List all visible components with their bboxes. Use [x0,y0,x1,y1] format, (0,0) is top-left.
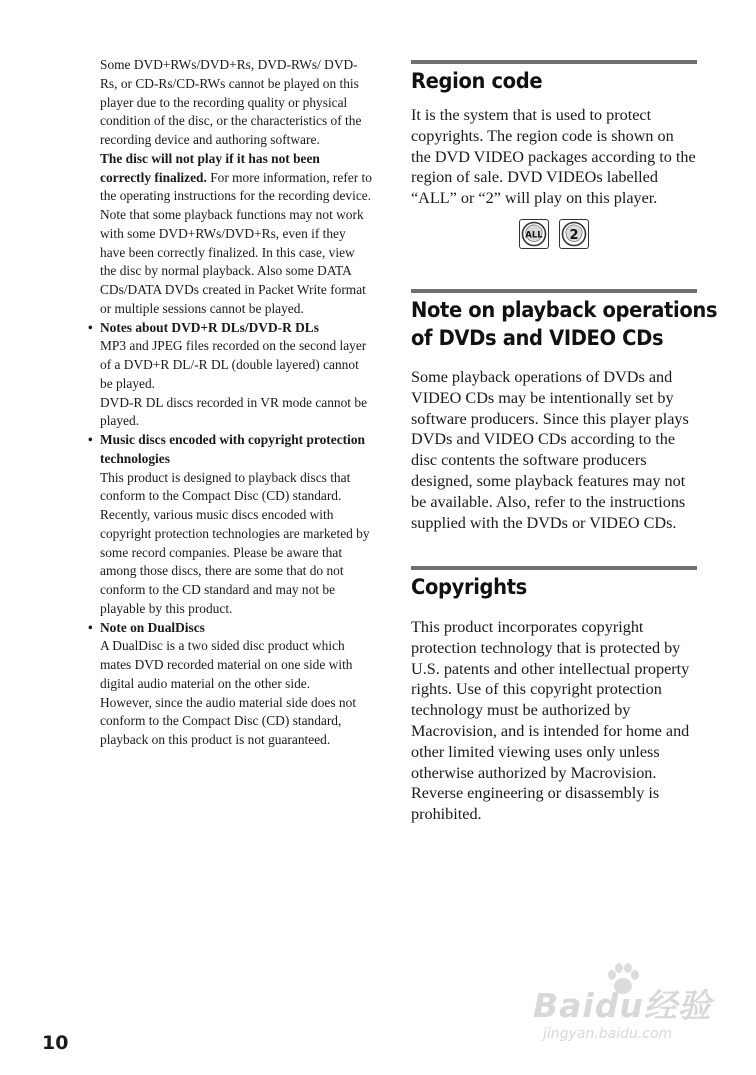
paragraph-finalized [100,150,374,319]
region-code-body: It is the system that is used to protect copyrights. The region code is shown on the DVD VIDEO packages according to the region of sale. DVD VIDEOs labelled “ALL” or “2” will play on this player. [411,106,696,208]
list-item-text: A DualDisc is a two sided disc product which mates DVD recorded material on one side with digital audio material on the other side. [100,638,353,691]
list-item-copy-protected-discs [100,431,374,619]
region-2-icon [559,219,589,249]
section-title-copyrights: Copyrights [411,575,527,599]
section-title-playback-line1: Note on playback operations [411,298,718,322]
list-item-text: DVD-R DL discs recorded in VR mode cannot be played. [100,394,368,429]
section-playback-notes [411,289,718,533]
list-item-text: MP3 and JPEG files recorded on the second layer of a DVD+R DL/-R DL (double layered) cannot be played. [100,338,367,391]
list-item-dl-discs [100,319,374,432]
list-item-heading: Music discs encoded with copyright protection technologies [100,432,365,466]
left-column [100,56,374,750]
region-icons [411,219,697,249]
list-item-text: This product is designed to playback discs that conform to the Compact Disc (CD) standard. [100,469,351,504]
finalized-details: For more information, refer to the operating instructions for the recording device. Note that some playback functions may not work with some DVD+RWs/DVD+Rs, even if they have been correctly finalized. In this case, view the disc by normal playback. Also some DATA CDs/DATA DVDs created in Packet Write format or multiple sessions cannot be played. [100,169,372,316]
copyrights-body: This product incorporates copyright protection technology that is protected by U.S. patents and other intellectual property rights. Use of this copyright protection technology must be authorized by Macrovision, and is intended for home and other limited viewing uses only unless otherwise authorized by Macrovision. Reverse engineering or disassembly is prohibited. [411,618,690,824]
section-title-region-code: Region code [411,69,543,93]
paragraph-unplayable-discs: Some DVD+RWs/DVD+Rs, DVD-RWs/ DVD-Rs, or CD-Rs/CD-RWs cannot be played on this player due to the recording quality or physical condition of the disc, or the characteristics of the recording device and authoring software. [100,57,362,147]
list-item-text: Recently, various music discs encoded with copyright protection technologies are marketed by some record companies. Please be aware that among those discs, there are some that do not conform to the CD standard and may not be playable by this product. [100,507,370,616]
section-title-playback-line2: of DVDs and VIDEO CDs [411,326,664,350]
region-2-label: 2 [569,227,579,243]
region-all-icon [519,219,549,249]
playback-notes-body: Some playback operations of DVDs and VIDEO CDs may be intentionally set by software producers. Since this player plays DVDs and VIDEO CDs according to the disc contents the software producers designed, some playback features may not be available. Also, refer to the instructions supplied with the DVDs or VIDEO CDs. [411,368,689,532]
page-number: 10 [42,1032,69,1054]
notes-list [100,319,374,750]
list-item-text: However, since the audio material side does not conform to the Compact Disc (CD) standard, playback on this product is not guaranteed. [100,694,357,747]
list-item-heading: Notes about DVD+R DLs/DVD-R DLs [100,319,319,335]
section-copyrights [411,566,697,825]
section-region-code [411,60,697,249]
list-item-heading: Note on DualDiscs [100,619,205,635]
baidu-watermark [533,962,713,1052]
watermark-url: jingyan.baidu.com [543,1026,673,1042]
finalized-warning: The disc will not play if it has not been correctly finalized. [100,150,320,185]
region-all-label: ALL [525,230,543,241]
watermark-brand: Baidu经验 [533,986,712,1025]
list-item-dualdiscs [100,619,374,750]
